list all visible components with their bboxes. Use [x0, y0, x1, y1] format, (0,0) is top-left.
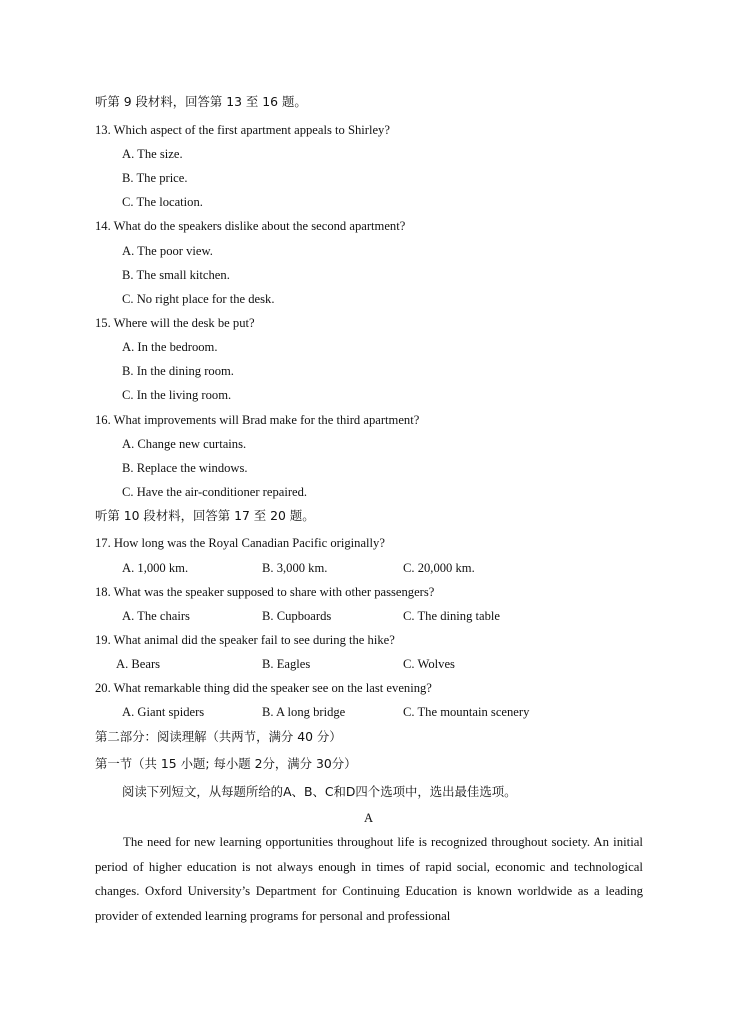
- reading-instruction: 阅读下列短文，从每题所给的A、B、C和D四个选项中，选出最佳选项。: [122, 784, 517, 799]
- question-13: 13. Which aspect of the first apartment appeals to Shirley?: [95, 123, 390, 137]
- question-15: 15. Where will the desk be put?: [95, 316, 255, 330]
- question-17: 17. How long was the Royal Canadian Pacific originally?: [95, 536, 385, 550]
- option-20c: C. The mountain scenery: [403, 705, 530, 719]
- option-17c: C. 20,000 km.: [403, 561, 475, 575]
- question-19: 19. What animal did the speaker fail to see during the hike?: [95, 633, 395, 647]
- option-18a: A. The chairs: [122, 609, 190, 623]
- option-14a: A. The poor view.: [122, 244, 213, 258]
- question-14: 14. What do the speakers dislike about the second apartment?: [95, 219, 406, 233]
- option-20b: B. A long bridge: [262, 705, 346, 719]
- option-13a: A. The size.: [122, 147, 183, 161]
- part2-title: 第二部分：阅读理解（共两节，满分 40 分）: [95, 729, 342, 744]
- question-20: 20. What remarkable thing did the speaker see on the last evening?: [95, 681, 432, 695]
- option-15c: C. In the living room.: [122, 388, 232, 402]
- option-16a: A. Change new curtains.: [122, 437, 247, 451]
- option-14b: B. The small kitchen.: [122, 268, 230, 282]
- option-15b: B. In the dining room.: [122, 364, 234, 378]
- passage-label: A: [363, 811, 374, 825]
- option-19a: A. Bears: [116, 657, 161, 671]
- section9-header: 听第 9 段材料，回答第 13 至 16 题。: [95, 94, 307, 109]
- question-16: 16. What improvements will Brad make for the third apartment?: [95, 413, 420, 427]
- option-17b: B. 3,000 km.: [262, 561, 328, 575]
- option-17a: A. 1,000 km.: [122, 561, 189, 575]
- option-20a: A. Giant spiders: [122, 705, 205, 719]
- option-18b: B. Cupboards: [262, 609, 332, 623]
- option-16b: B. Replace the windows.: [122, 461, 248, 475]
- question-18: 18. What was the speaker supposed to share with other passengers?: [95, 585, 435, 599]
- option-19b: B. Eagles: [262, 657, 311, 671]
- option-14c: C. No right place for the desk.: [122, 292, 275, 306]
- section1-title: 第一节（共 15 小题; 每小题 2分，满分 30分）: [95, 756, 357, 771]
- option-13b: B. The price.: [122, 171, 188, 185]
- passage-text: The need for new learning opportunities throughout life is recognized throughout society. An initial period of higher education is not always enough in times of rapid social, economic and technological changes. Oxford University’s Department for Continuing Education is known worldwide as a leading provider of extended learning programs for personal and professional: [95, 835, 643, 923]
- option-15a: A. In the bedroom.: [122, 340, 218, 354]
- option-13c: C. The location.: [122, 195, 203, 209]
- option-18c: C. The dining table: [403, 609, 501, 623]
- option-16c: C. Have the air-conditioner repaired.: [122, 485, 308, 499]
- option-19c: C. Wolves: [403, 657, 455, 671]
- section10-header: 听第 10 段材料，回答第 17 至 20 题。: [95, 508, 315, 523]
